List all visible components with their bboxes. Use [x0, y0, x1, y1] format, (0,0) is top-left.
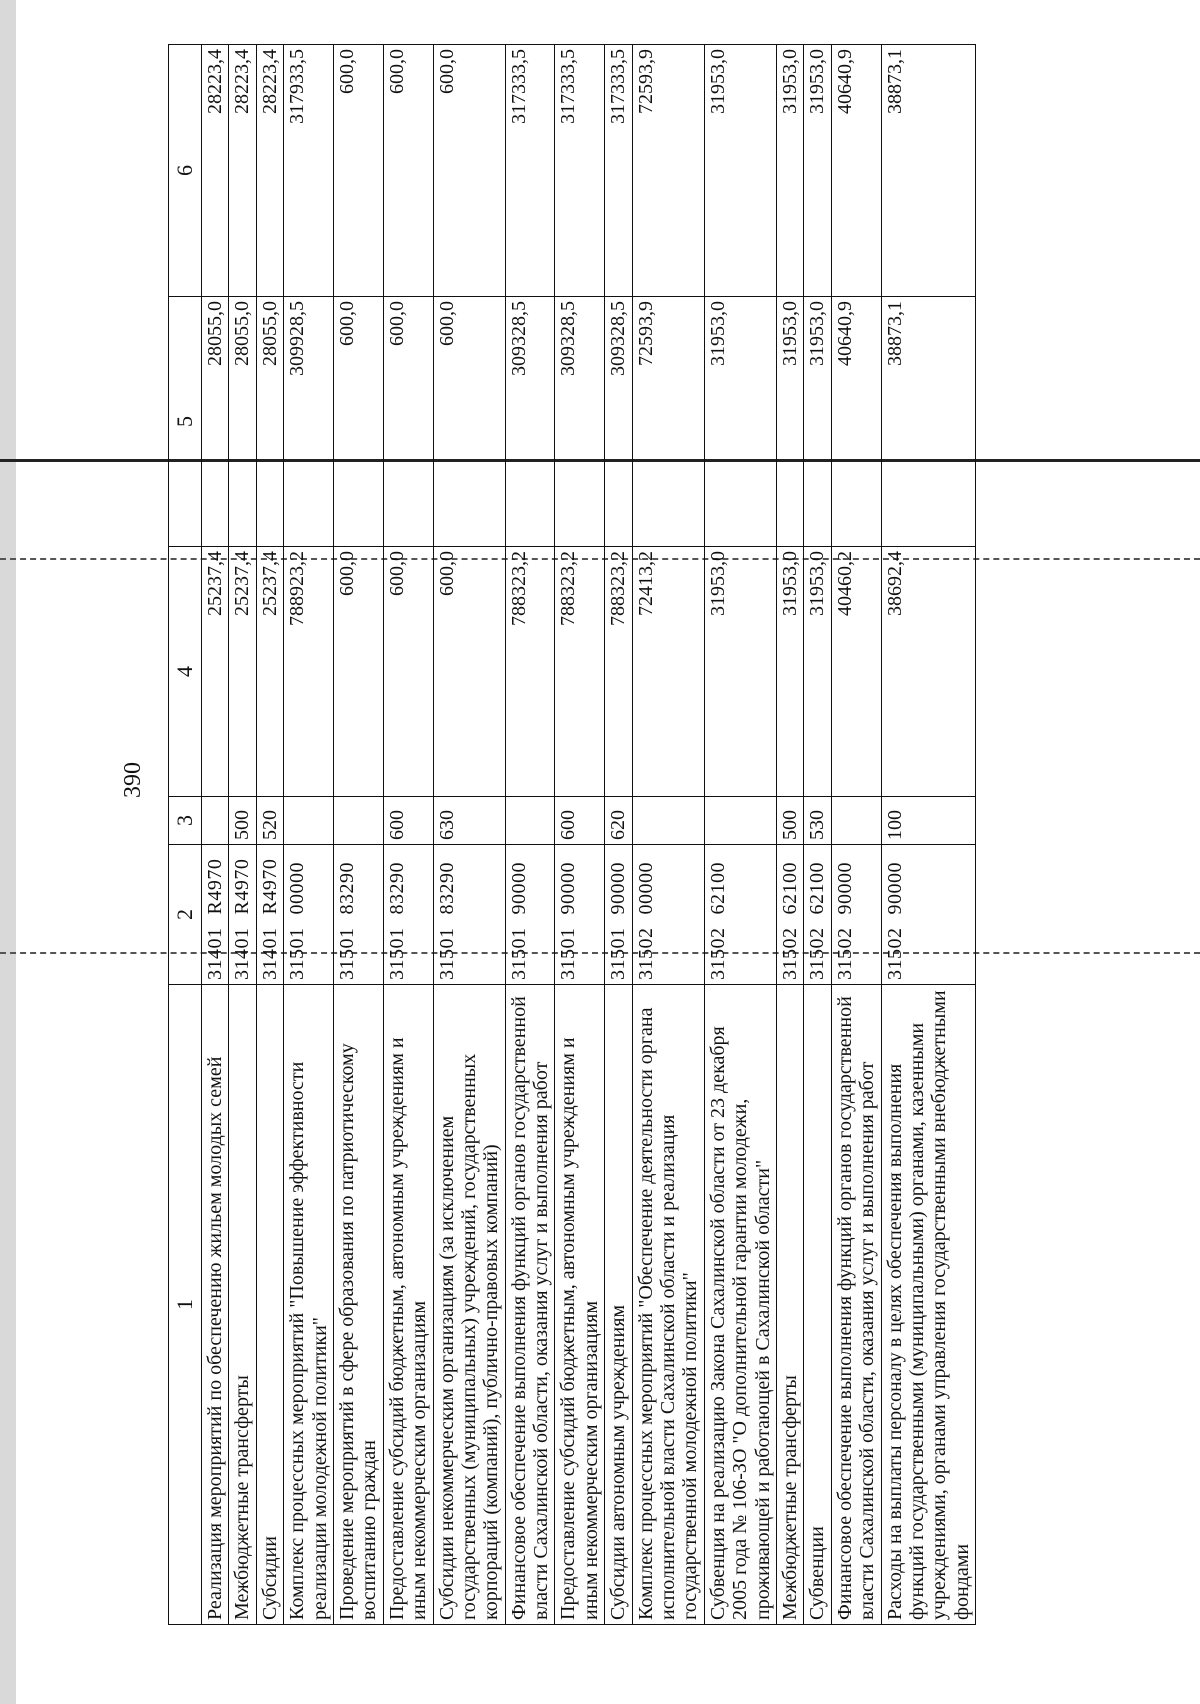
row-name: Проведение мероприятий в сфере образования по патриотическому воспитанию граждан [333, 985, 383, 1625]
column-header-row [169, 45, 202, 1625]
row-name: Субсидии автономным учреждениям [605, 985, 632, 1625]
code-direction: R4970 [231, 858, 254, 915]
row-code [831, 845, 881, 985]
row-amount-v4: 31953,0 [804, 547, 831, 797]
code-program: 31401 [258, 927, 281, 980]
code-program: 31501 [607, 927, 630, 980]
row-expense-type: 520 [256, 797, 283, 845]
code-direction: 62100 [778, 862, 801, 915]
row-amount-v5: 309328,5 [555, 297, 605, 547]
row-expense-type [505, 797, 555, 845]
row-amount-v6: 40640,9 [831, 45, 881, 297]
row-amount-v6: 31953,0 [804, 45, 831, 297]
code-program: 31401 [231, 927, 254, 980]
code-program: 31502 [883, 927, 906, 980]
code-direction: 90000 [883, 862, 906, 915]
row-amount-v6: 600,0 [333, 45, 383, 297]
table-row [555, 45, 605, 1625]
table-row [776, 45, 803, 1625]
code-direction: 83290 [385, 862, 408, 915]
code-direction: 00000 [286, 862, 309, 915]
row-amount-v6: 38873,1 [881, 45, 976, 297]
row-amount-v6: 317333,5 [605, 45, 632, 297]
table-row [831, 45, 881, 1625]
table-row [284, 45, 334, 1625]
row-amount-v4: 31953,0 [776, 547, 803, 797]
row-name: Комплекс процессных мероприятий "Обеспечение деятельности органа исполнительной власти Сахалинской области и реализация государственной молодежной политики" [632, 985, 704, 1625]
row-expense-type: 620 [605, 797, 632, 845]
table-row [605, 45, 632, 1625]
row-amount-v5: 600,0 [383, 297, 433, 547]
row-amount-v4: 788923,2 [284, 547, 334, 797]
code-direction: 62100 [806, 862, 829, 915]
code-program: 31501 [335, 927, 358, 980]
row-amount-v4: 788323,2 [505, 547, 555, 797]
row-code [632, 845, 704, 985]
row-amount-v6: 600,0 [383, 45, 433, 297]
row-amount-v6: 28223,4 [229, 45, 256, 297]
row-amount-v6: 317333,5 [505, 45, 555, 297]
code-direction: 90000 [557, 862, 580, 915]
column-header: 4 [169, 547, 202, 797]
row-amount-v4: 38692,4 [881, 547, 976, 797]
row-code [256, 845, 283, 985]
row-amount-v5: 28055,0 [202, 297, 229, 547]
code-program: 31501 [557, 927, 580, 980]
row-expense-type: 530 [804, 797, 831, 845]
row-amount-v4: 25237,4 [229, 547, 256, 797]
row-name: Расходы на выплаты персоналу в целях обеспечения выполнения функций государственными (муниципальными) органами, казенными учреждениями, органами управления государственными внебюджетными фондами [881, 985, 976, 1625]
row-name: Предоставление субсидий бюджетным, автономным учреждениям и иным некоммерческим организациям [383, 985, 433, 1625]
row-amount-v5: 600,0 [433, 297, 505, 547]
row-amount-v6: 317933,5 [284, 45, 334, 297]
table-row [804, 45, 831, 1625]
row-amount-v5: 309328,5 [605, 297, 632, 547]
row-expense-type: 600 [383, 797, 433, 845]
scan-edge [0, 0, 16, 1704]
row-code [383, 845, 433, 985]
code-program: 31501 [385, 927, 408, 980]
row-expense-type: 500 [776, 797, 803, 845]
row-code [804, 845, 831, 985]
column-header: 6 [169, 45, 202, 297]
row-amount-v4: 788323,2 [555, 547, 605, 797]
rotated-page [110, 45, 1110, 1625]
code-direction: 90000 [833, 862, 856, 915]
row-amount-v4: 600,0 [383, 547, 433, 797]
code-program: 31502 [706, 927, 729, 980]
column-header: 3 [169, 797, 202, 845]
code-program: 31502 [778, 927, 801, 980]
row-amount-v4: 31953,0 [704, 547, 776, 797]
table-row [632, 45, 704, 1625]
row-amount-v5: 31953,0 [804, 297, 831, 547]
row-name: Субсидии [256, 985, 283, 1625]
row-code [704, 845, 776, 985]
row-code [333, 845, 383, 985]
code-direction: R4970 [258, 858, 281, 915]
code-direction: 83290 [435, 862, 458, 915]
row-amount-v4: 25237,4 [256, 547, 283, 797]
row-expense-type: 500 [229, 797, 256, 845]
row-expense-type: 600 [555, 797, 605, 845]
table-row [256, 45, 283, 1625]
row-expense-type: 630 [433, 797, 505, 845]
column-header: 1 [169, 985, 202, 1625]
code-program: 31502 [806, 927, 829, 980]
row-code [555, 845, 605, 985]
code-program: 31502 [634, 927, 657, 980]
row-name: Реализация мероприятий по обеспечению жильем молодых семей [202, 985, 229, 1625]
row-amount-v6: 31953,0 [776, 45, 803, 297]
row-expense-type: 100 [881, 797, 976, 845]
row-amount-v6: 600,0 [433, 45, 505, 297]
row-amount-v5: 31953,0 [704, 297, 776, 547]
row-amount-v5: 309328,5 [505, 297, 555, 547]
row-amount-v4: 40460,2 [831, 547, 881, 797]
page-number: 390 [120, 762, 146, 798]
table-row [704, 45, 776, 1625]
table-row [433, 45, 505, 1625]
row-amount-v4: 600,0 [333, 547, 383, 797]
row-amount-v6: 28223,4 [256, 45, 283, 297]
table-row [333, 45, 383, 1625]
row-expense-type [202, 797, 229, 845]
row-name: Субвенция на реализацию Закона Сахалинской области от 23 декабря 2005 года № 106-ЗО "О дополнительной гарантии молодежи, проживающей и работающей в Сахалинской области" [704, 985, 776, 1625]
code-direction: 00000 [634, 862, 657, 915]
row-name: Субвенции [804, 985, 831, 1625]
code-direction: 83290 [335, 862, 358, 915]
row-amount-v6: 317333,5 [555, 45, 605, 297]
row-amount-v6: 31953,0 [704, 45, 776, 297]
row-code [776, 845, 803, 985]
code-direction: 90000 [607, 862, 630, 915]
column-header: 5 [169, 297, 202, 547]
row-amount-v4: 25237,4 [202, 547, 229, 797]
row-name: Предоставление субсидий бюджетным, автономным учреждениям и иным некоммерческим организациям [555, 985, 605, 1625]
row-expense-type [831, 797, 881, 845]
row-amount-v5: 31953,0 [776, 297, 803, 547]
row-name: Межбюджетные трансферты [229, 985, 256, 1625]
row-expense-type [284, 797, 334, 845]
row-amount-v6: 72593,9 [632, 45, 704, 297]
row-amount-v6: 28223,4 [202, 45, 229, 297]
code-program: 31501 [286, 927, 309, 980]
row-name: Комплекс процессных мероприятий "Повышение эффективности реализации молодежной политики" [284, 985, 334, 1625]
row-expense-type [333, 797, 383, 845]
row-code [229, 845, 256, 985]
table-row [202, 45, 229, 1625]
row-amount-v4: 600,0 [433, 547, 505, 797]
table-row [505, 45, 555, 1625]
column-header: 2 [169, 845, 202, 985]
code-program: 31502 [833, 927, 856, 980]
row-name: Финансовое обеспечение выполнения функций органов государственной власти Сахалинской области, оказания услуг и выполнения работ [831, 985, 881, 1625]
row-amount-v4: 788323,2 [605, 547, 632, 797]
row-expense-type [704, 797, 776, 845]
row-code [284, 845, 334, 985]
row-amount-v5: 600,0 [333, 297, 383, 547]
budget-table [168, 44, 976, 1625]
row-amount-v5: 40640,9 [831, 297, 881, 547]
row-code [505, 845, 555, 985]
row-amount-v5: 28055,0 [256, 297, 283, 547]
code-program: 31401 [204, 927, 226, 980]
table-row [383, 45, 433, 1625]
row-name: Субсидии некоммерческим организациям (за исключением государственных (муниципальных) учреждений, государственных корпораций (компаний), публично-правовых компаний) [433, 985, 505, 1625]
table-body [202, 45, 976, 1625]
row-expense-type [632, 797, 704, 845]
code-program: 31501 [435, 927, 458, 980]
row-amount-v5: 72593,9 [632, 297, 704, 547]
row-code [433, 845, 505, 985]
row-code [605, 845, 632, 985]
row-amount-v5: 309928,5 [284, 297, 334, 547]
row-amount-v5: 38873,1 [881, 297, 976, 547]
code-direction: R4970 [204, 858, 226, 915]
row-name: Межбюджетные трансферты [776, 985, 803, 1625]
row-name: Финансовое обеспечение выполнения функций органов государственной власти Сахалинской области, оказания услуг и выполнения работ [505, 985, 555, 1625]
row-code [881, 845, 976, 985]
code-direction: 90000 [507, 862, 530, 915]
row-code [202, 845, 229, 985]
row-amount-v4: 72413,2 [632, 547, 704, 797]
code-program: 31501 [507, 927, 530, 980]
row-amount-v5: 28055,0 [229, 297, 256, 547]
table-row [881, 45, 976, 1625]
code-direction: 62100 [706, 862, 729, 915]
table-row [229, 45, 256, 1625]
